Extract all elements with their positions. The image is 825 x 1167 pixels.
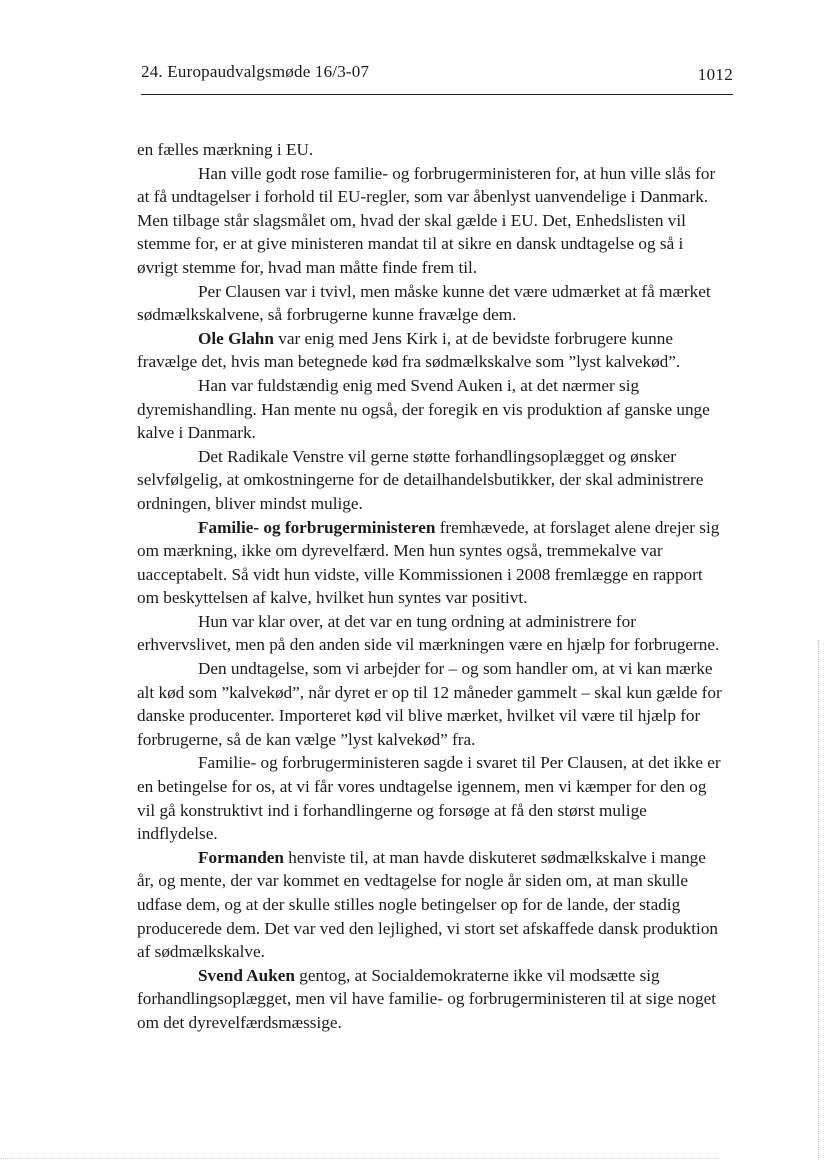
page-header — [141, 60, 733, 90]
paragraph-text: Per Clausen var i tvivl, men måske kunne det være udmærket at få mærket sødmælkskalvene, så forbrugerne kunne fravælge dem. — [137, 281, 711, 325]
paragraph-text: Den undtagelse, som vi arbejder for – og som handler om, at vi kan mærke alt kød som ”kalvekød”, når dyret er op til 12 måneder gammelt – skal kun gælde for danske producenter. Importeret kød vil blive mærket, hvilket vil være til hjælp for forbrugerne, så de kan vælge ”lyst kalvekød” fra. — [137, 659, 722, 749]
paragraph — [137, 610, 727, 657]
paragraph — [137, 846, 727, 964]
body-text — [137, 138, 727, 1035]
paragraph — [137, 162, 727, 280]
speaker-name: Familie- og forbrugerministeren — [198, 517, 436, 537]
scan-bottom-artifact — [0, 1158, 720, 1159]
paragraph — [137, 751, 727, 845]
paragraph — [137, 138, 727, 162]
paragraph-text: henviste til, at man havde diskuteret sødmælkskalve i mange år, og mente, der var kommet en vedtagelse for nogle år siden om, at man skulle udfase dem, og at der skulle stilles nogle betingelser op for de lande, der stadig producerede dem. Det var ved den lejlighed, vi stort set afskaffede dansk produktion af sødmælkskalve. — [137, 847, 719, 962]
paragraph-text: Han var fuldstændig enig med Svend Auken i, at det nærmer sig dyremishandling. Han mente nu også, der foregik en vis produktion af ganske unge kalve i Danmark. — [137, 375, 710, 443]
paragraph-text: fremhævede, at forslaget alene drejer sig om mærkning, ikke om dyrevelfærd. Men hun syntes også, tremmekalve var uacceptabelt. Så vidt hun vidste, ville Kommissionen i 2008 fremlægge en rapport om beskyttelsen af kalve, hvilket hun syntes var positivt. — [137, 517, 720, 608]
header-rule — [141, 94, 733, 95]
paragraph-text: Han ville godt rose familie- og forbrugerministeren for, at hun ville slås for at få undtagelser i forhold til EU-regler, som var åbenlyst uanvendelige i Danmark. Men tilbage står slagsmålet om, hvad der skal gælde i EU. Det, Enhedslisten vil stemme for, er at give ministeren mandat til at sikre en dansk undtagelse og så i øvrigt stemme for, hvad man måtte finde frem til. — [137, 163, 716, 277]
paragraph — [137, 280, 727, 327]
paragraph — [137, 964, 727, 1035]
paragraph-text: Hun var klar over, at det var en tung ordning at administrere for erhvervslivet, men på den anden side vil mærkningen være en hjælp for forbrugerne. — [137, 611, 720, 655]
scan-edge-artifact — [818, 640, 819, 1160]
speaker-name: Formanden — [198, 847, 284, 867]
page-number: 1012 — [697, 65, 733, 84]
paragraph-text: Familie- og forbrugerministeren sagde i svaret til Per Clausen, at det ikke er en betingelse for os, at vi får vores undtagelse igennem, men vi kæmper for den og vil gå konstruktivt ind i forhandlingerne og forsøge at få den størst mulige indflydelse. — [137, 753, 721, 844]
speaker-name: Svend Auken — [198, 965, 295, 985]
paragraph — [137, 516, 727, 610]
paragraph-text: var enig med Jens Kirk i, at de bevidste forbrugere kunne fravælge det, hvis man betegnede kød fra sødmælkskalve som ”lyst kalvekød”. — [137, 328, 681, 372]
paragraph — [137, 327, 727, 374]
paragraph — [137, 445, 727, 516]
paragraph — [137, 657, 727, 751]
paragraph-text: gentog, at Socialdemokraterne ikke vil modsætte sig forhandlingsoplægget, men vil have familie- og forbrugerministeren til at sige noget om det dyrevelfærdsmæssige. — [137, 965, 716, 1032]
paragraph-text: Det Radikale Venstre vil gerne støtte forhandlingsoplægget og ønsker selvfølgelig, at omkostningerne for de detailhandelsbutikker, der skal administrere ordningen, bliver mindst mulige. — [137, 446, 704, 513]
paragraph-text: en fælles mærkning i EU. — [137, 140, 314, 159]
speaker-name: Ole Glahn — [198, 328, 274, 348]
paragraph — [137, 374, 727, 445]
header-title: 24. Europaudvalgsmøde 16/3-07 — [141, 62, 370, 81]
